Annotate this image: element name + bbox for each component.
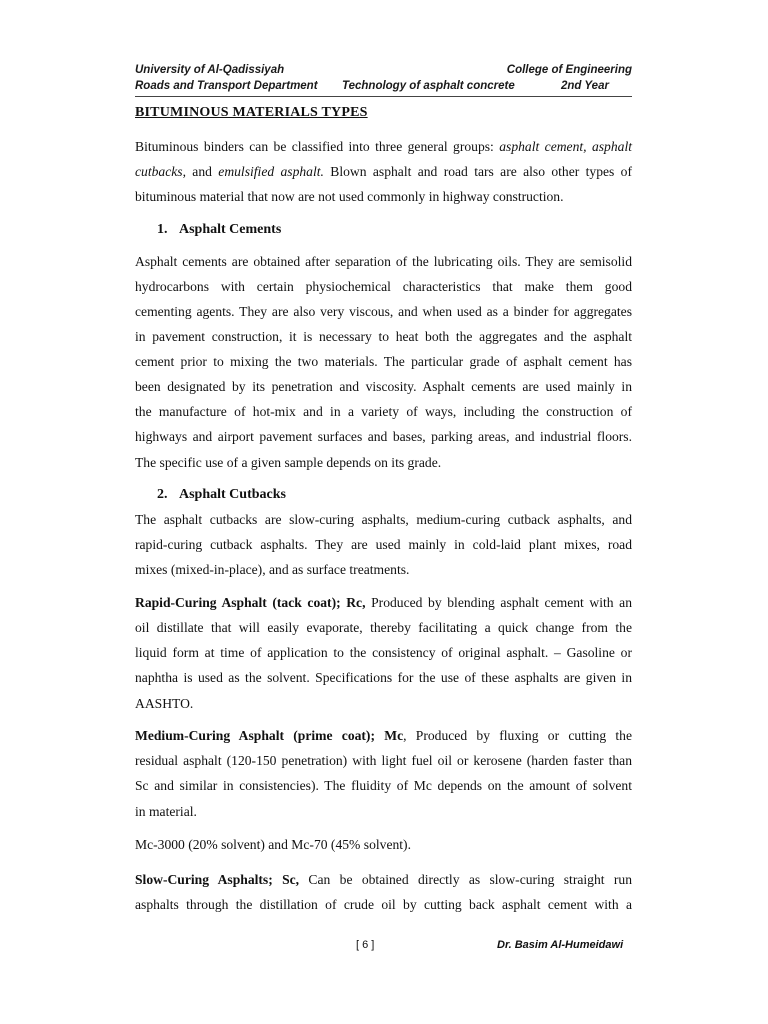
paragraph-line: the manufacture of hot-mix and in a variety of ways, including the construction of	[135, 404, 632, 419]
college-name: College of Engineering	[506, 64, 632, 76]
rc-label: Rapid-Curing Asphalt (tack coat); Rc,	[135, 595, 366, 610]
header-row-2	[135, 79, 632, 94]
page-title: BITUMINOUS MATERIALS TYPES	[135, 105, 368, 120]
sc-label: Slow-Curing Asphalts; Sc,	[135, 872, 300, 887]
sc-text: Can be obtained directly as slow-curing straight run	[299, 872, 632, 887]
paragraph-line: been designated by its penetration and viscosity. Asphalt cements are used mainly in	[135, 379, 632, 394]
intro-line-2	[135, 164, 632, 180]
intro-italic-cutbacks: cutbacks	[135, 164, 183, 179]
paragraph-line: mixes (mixed-in-place), and as surface treatments.	[135, 562, 410, 577]
footer-author: Dr. Basim Al-Humeidawi	[497, 939, 624, 951]
paragraph-line: residual asphalt (120-150 penetration) with light fuel oil or kerosene (harden faster than	[135, 753, 632, 768]
paragraph-line: The specific use of a given sample depends on its grade.	[135, 455, 442, 470]
mc-grades: Mc-3000 (20% solvent) and Mc-70 (45% solvent).	[135, 837, 411, 852]
page-number: [ 6 ]	[356, 939, 375, 951]
rc-text: Produced by blending asphalt cement with an	[365, 595, 633, 610]
intro-text: , and	[182, 164, 219, 179]
year-label: 2nd Year	[561, 80, 609, 92]
intro-line-3: bituminous material that now are not used commonly in highway construction.	[135, 189, 564, 204]
paragraph-line: cementing agents. They are also very viscous, and when used as a binder for aggregates	[135, 304, 632, 319]
paragraph-line: Asphalt cements are obtained after separation of the lubricating oils. They are semisolid	[135, 254, 632, 269]
section-heading-asphalt-cutbacks	[157, 487, 286, 503]
paragraph-line: liquid form at time of application to the consistency of original asphalt. – Gasoline or	[135, 645, 632, 660]
paragraph-line: oil distillate that will easily evaporate, thereby facilitating a quick change from the	[135, 620, 632, 635]
section-heading-text: Asphalt Cutbacks	[179, 487, 286, 502]
intro-text: Blown asphalt and road tars are also other types of	[323, 164, 632, 179]
paragraph-line: cement prior to mixing the two materials. The particular grade of asphalt cement has	[135, 354, 632, 369]
section-number: 1.	[157, 222, 168, 237]
paragraph-line: asphalts through the distillation of crude oil by cutting back asphalt cement with a	[135, 897, 632, 912]
paragraph-line: rapid-curing cutback asphalts. They are used mainly in cold-laid plant mixes, road	[135, 537, 632, 552]
paragraph-line: AASHTO.	[135, 696, 194, 711]
intro-italic-terms: asphalt cement, asphalt	[499, 139, 632, 154]
header-rule	[135, 96, 632, 97]
rc-line-1	[135, 595, 632, 611]
paragraph-line: naphtha is used as the solvent. Specifications for the use of these asphalts are given in	[135, 670, 632, 685]
paragraph-line: The asphalt cutbacks are slow-curing asphalts, medium-curing cutback asphalts, and	[135, 512, 632, 527]
intro-italic-emulsified: emulsified asphalt.	[218, 164, 324, 179]
intro-line-1	[135, 139, 632, 155]
header-row-1	[135, 63, 632, 78]
university-name: University of Al-Qadissiyah	[135, 64, 285, 76]
course-name: Technology of asphalt concrete	[342, 80, 515, 92]
mc-line-1	[135, 728, 632, 744]
paragraph-line: highways and airport pavement surfaces and bases, parking areas, and industrial floors.	[135, 429, 632, 444]
paragraph-line: hydrocarbons with certain physiochemical characteristics that make them good	[135, 279, 632, 294]
paragraph-line: in material.	[135, 804, 197, 819]
section-number: 2.	[157, 487, 168, 502]
department-name: Roads and Transport Department	[135, 80, 318, 92]
section-heading-text: Asphalt Cements	[179, 222, 282, 237]
mc-label: Medium-Curing Asphalt (prime coat); Mc	[135, 728, 404, 743]
paragraph-line: Sc and similar in consistencies). The fluidity of Mc depends on the amount of solvent	[135, 778, 632, 793]
sc-line-1	[135, 872, 632, 888]
intro-text: Bituminous binders can be classified into three general groups:	[135, 139, 500, 154]
mc-text: , Produced by fluxing or cutting the	[403, 728, 632, 743]
section-heading-asphalt-cements	[157, 222, 281, 238]
paragraph-line: in pavement construction, it is necessary to heat both the aggregates and the asphalt	[135, 329, 632, 344]
